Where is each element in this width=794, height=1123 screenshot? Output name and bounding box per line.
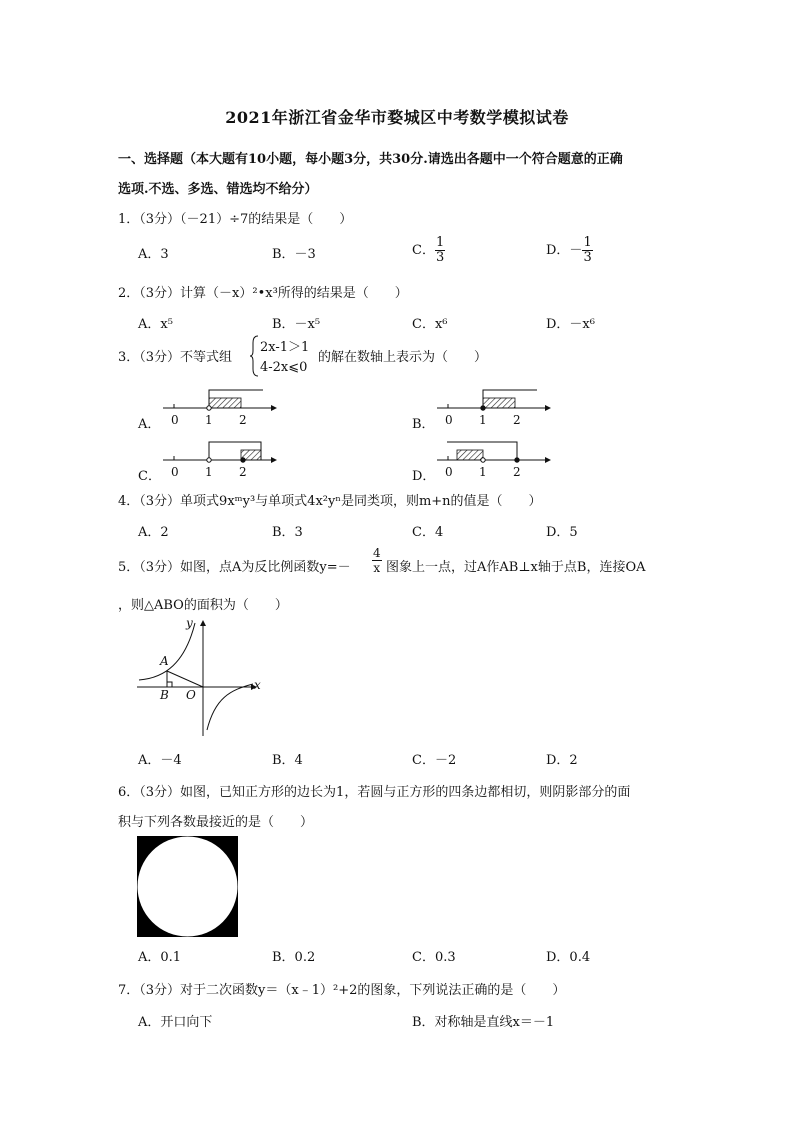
question-4-stem: 4．（3分）单项式9xᵐy³与单项式4x²yⁿ是同类项，则m+n的值是（ ） [118, 494, 542, 509]
q2-option-c[interactable]: C．x⁶ [412, 317, 448, 332]
q3c-tick-2: 2 [239, 465, 247, 479]
q5-option-a[interactable]: A．－4 [138, 753, 182, 768]
q5-label-x: x [254, 678, 261, 692]
q3-option-c[interactable]: C． [138, 469, 161, 484]
q3d-tick-1: 1 [479, 465, 487, 479]
question-7-stem: 7．（3分）对于二次函数y＝（x﹣1）²+2的图象，下列说法正确的是（ ） [118, 983, 566, 998]
q1-option-b[interactable]: B．－3 [272, 247, 316, 262]
q5-label-y: y [186, 616, 193, 630]
question-1-stem: 1．（3分）（－21）÷7的结果是（ ） [118, 212, 353, 227]
q3-option-b-number-line [437, 388, 552, 428]
q5-y-axis-arrow [200, 620, 206, 626]
q2-option-d[interactable]: D．－x⁶ [546, 317, 595, 332]
q5-option-b[interactable]: B．4 [272, 753, 303, 768]
q4-option-c[interactable]: C．4 [412, 525, 444, 540]
q1-option-d[interactable] [546, 236, 593, 265]
section-header-line2: 选项.不选、多选、错选均不给分） [118, 182, 318, 197]
q5-fraction-numerator: 4 [373, 546, 381, 560]
q3b-tick-0: 0 [445, 413, 453, 427]
q4-option-d[interactable]: D．5 [546, 525, 578, 540]
q6-inscribed-circle [138, 837, 238, 937]
q3-inequality-1: 2x-1＞1 [260, 340, 310, 355]
q1-d-denominator: 3 [583, 250, 592, 265]
q5-option-d[interactable]: D．2 [546, 753, 578, 768]
q5-curve-right [207, 684, 253, 730]
question-6-stem-line1: 6．（3分）如图，已知正方形的边长为1，若圆与正方形的四条边都相切，则阴影部分的面 [118, 785, 631, 800]
q5-option-c[interactable]: C．－2 [412, 753, 457, 768]
question-2-stem: 2．（3分）计算（－x）²•x³所得的结果是（ ） [118, 286, 408, 301]
q1-option-c-fraction [435, 236, 445, 265]
question-3-stem-post: 的解在数轴上表示为（ ） [318, 350, 488, 365]
q2-option-a[interactable]: A．x⁵ [138, 317, 173, 332]
q1-c-denominator: 3 [435, 250, 445, 265]
q3c-tick-0: 0 [171, 465, 179, 479]
q5-label-b: B [160, 688, 169, 702]
q3-brace [250, 335, 260, 377]
q1-option-d-prefix: D．－ [546, 243, 583, 258]
section-header-line1: 一、选择题（本大题有10小题，每小题3分，共30分.请选出各题中一个符合题意的正确 [118, 152, 623, 167]
q3-option-d[interactable]: D． [412, 469, 436, 484]
q5-label-o: O [186, 688, 196, 702]
q7-option-b[interactable]: B．对称轴是直线x＝－1 [412, 1015, 555, 1030]
q3d-tick-2: 2 [513, 465, 521, 479]
question-5-stem-line2: ，则△ABO的面积为（ ） [118, 598, 288, 613]
q3-inequality-2: 4-2x⩽0 [260, 360, 308, 375]
q1-option-c-prefix: C． [412, 243, 435, 258]
q5-fraction-denominator: x [373, 561, 381, 575]
q1-d-numerator: 1 [583, 235, 592, 250]
q1-option-a[interactable]: A．3 [138, 247, 169, 262]
q3c-tick-1: 1 [205, 465, 213, 479]
q6-option-d[interactable]: D．0.4 [546, 950, 591, 965]
question-6-stem-line2: 积与下列各数最接近的是（ ） [118, 815, 314, 830]
q1-option-d-fraction [582, 236, 592, 265]
q3a-tick-2: 2 [239, 413, 247, 427]
q3d-tick-0: 0 [445, 465, 453, 479]
q3b-tick-1: 1 [479, 413, 487, 427]
q3b-tick-2: 2 [513, 413, 521, 427]
q2-option-b[interactable]: B．－x⁵ [272, 317, 321, 332]
q3-option-a[interactable]: A． [138, 417, 161, 432]
q6-option-b[interactable]: B．0.2 [272, 950, 316, 965]
q5-label-a: A [160, 654, 169, 668]
q6-option-c[interactable]: C．0.3 [412, 950, 456, 965]
q7-option-a[interactable]: A．开口向下 [138, 1015, 213, 1030]
question-5-stem-post: 图象上一点，过A作AB⊥x轴于点B，连接OA [386, 560, 646, 575]
q3-option-b[interactable]: B． [412, 417, 435, 432]
question-3-stem-pre: 3．（3分）不等式组 [118, 350, 233, 365]
q3a-tick-0: 0 [171, 413, 179, 427]
page-title: 2021年浙江省金华市婺城区中考数学模拟试卷 [225, 108, 569, 127]
q1-option-c[interactable] [412, 236, 445, 265]
q3-option-a-number-line [163, 388, 278, 428]
q3-option-d-number-line [437, 440, 552, 480]
q3a-tick-1: 1 [205, 413, 213, 427]
q6-square-circle-figure [137, 836, 238, 937]
question-5-stem-pre: 5．（3分）如图，点A为反比例函数y=－ [118, 560, 351, 575]
q5-graph [135, 618, 265, 738]
q5-fraction [372, 546, 382, 575]
q1-c-numerator: 1 [435, 235, 445, 250]
q4-option-b[interactable]: B．3 [272, 525, 303, 540]
q4-option-a[interactable]: A．2 [138, 525, 169, 540]
q3-option-c-number-line [163, 440, 278, 480]
q6-option-a[interactable]: A．0.1 [138, 950, 182, 965]
